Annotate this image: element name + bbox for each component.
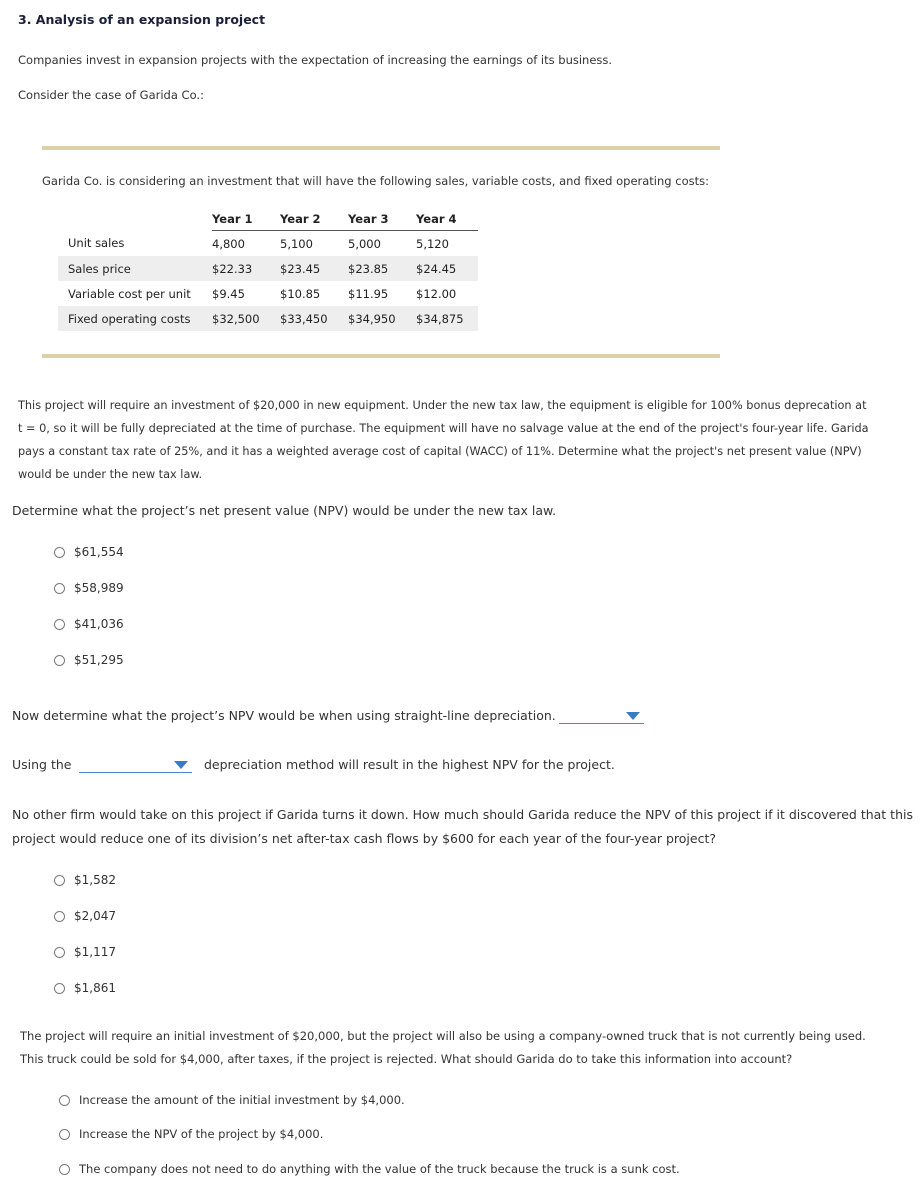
option-label: The company does not need to do anything with the value of the truck because the truck is a sunk cost. xyxy=(79,1162,680,1176)
q5-option[interactable] xyxy=(59,1127,323,1141)
table-header-year4: Year 4 xyxy=(416,208,478,231)
table-header-year2: Year 2 xyxy=(280,208,348,231)
q3-suffix: depreciation method will result in the highest NPV for the project. xyxy=(204,757,615,772)
row-label: Sales price xyxy=(58,256,212,281)
table-header-year3: Year 3 xyxy=(348,208,416,231)
table-cell: $11.95 xyxy=(348,286,389,301)
radio-button[interactable] xyxy=(54,583,65,594)
table-cell: $33,450 xyxy=(280,306,348,331)
option-label: $2,047 xyxy=(74,909,116,923)
table-cell: $23.45 xyxy=(280,256,348,281)
option-label: $1,117 xyxy=(74,945,116,959)
option-label: $58,989 xyxy=(74,581,124,595)
radio-button[interactable] xyxy=(54,875,65,886)
table-cell: $22.33 xyxy=(212,256,280,281)
radio-button[interactable] xyxy=(59,1129,70,1140)
table-cell: $24.45 xyxy=(416,256,478,281)
q5-prompt-line2: This truck could be sold for $4,000, after taxes, if the project is rejected. What should Garida do to take this information into account? xyxy=(20,1052,793,1066)
bottom-divider xyxy=(42,354,720,358)
project-text-line2: t = 0, so it will be fully depreciated at the time of purchase. The equipment will have no salvage value at the end of the project's four-year life. Garida xyxy=(18,422,869,435)
option-label: Increase the amount of the initial investment by $4,000. xyxy=(79,1093,405,1107)
table-cell: $34,950 xyxy=(348,306,416,331)
cost-table xyxy=(58,208,478,331)
q4-option[interactable] xyxy=(54,945,116,959)
q3-prefix: Using the xyxy=(12,757,72,772)
table-row xyxy=(58,281,478,306)
straight-line-npv-dropdown[interactable] xyxy=(559,707,644,724)
q5-option[interactable] xyxy=(59,1162,680,1176)
table-cell: $34,875 xyxy=(416,306,478,331)
row-label: Unit sales xyxy=(68,236,125,251)
option-label: $41,036 xyxy=(74,617,124,631)
q1-option[interactable] xyxy=(54,617,124,631)
table-header-year1: Year 1 xyxy=(212,208,280,231)
row-label: Variable cost per unit xyxy=(68,286,191,301)
page-title: 3. Analysis of an expansion project xyxy=(18,12,266,27)
intro-text: Companies invest in expansion projects with the expectation of increasing the earnings of its business. xyxy=(18,53,613,67)
radio-button[interactable] xyxy=(59,1095,70,1106)
q4-option[interactable] xyxy=(54,981,116,995)
option-label: $51,295 xyxy=(74,653,124,667)
q1-prompt: Determine what the project’s net present value (NPV) would be under the new tax law. xyxy=(12,503,557,518)
table-cell: 5,120 xyxy=(416,236,449,251)
table-row xyxy=(58,306,478,331)
dropdown-arrow-icon xyxy=(626,712,640,720)
project-text-line4: would be under the new tax law. xyxy=(18,468,203,481)
option-label: $1,582 xyxy=(74,873,116,887)
table-cell: 4,800 xyxy=(212,236,245,251)
table-cell: 5,000 xyxy=(348,236,381,251)
top-divider xyxy=(42,146,720,150)
option-label: $1,861 xyxy=(74,981,116,995)
table-cell: $9.45 xyxy=(212,286,245,301)
table-header-row xyxy=(58,208,478,231)
project-text-line3: pays a constant tax rate of 25%, and it has a weighted average cost of capital (WACC) of 11%. Determine what the project's net present value (NPV) xyxy=(18,445,862,458)
q1-option[interactable] xyxy=(54,545,124,559)
radio-button[interactable] xyxy=(54,911,65,922)
q5-prompt-line1: The project will require an initial investment of $20,000, but the project will also be using a company-owned truck that is not currently being used. xyxy=(20,1029,866,1043)
depreciation-method-dropdown[interactable] xyxy=(79,756,192,773)
q1-option[interactable] xyxy=(54,653,124,667)
radio-button[interactable] xyxy=(54,619,65,630)
table-intro-text: Garida Co. is considering an investment that will have the following sales, variable costs, and fixed operating costs: xyxy=(42,174,709,188)
table-cell: $23.85 xyxy=(348,256,416,281)
table-header-blank xyxy=(58,208,212,231)
row-label: Fixed operating costs xyxy=(58,306,212,331)
q4-prompt-line1: No other firm would take on this project if Garida turns it down. How much should Garida reduce the NPV of this project if it discovered that this xyxy=(12,807,913,822)
table-cell: $10.85 xyxy=(280,286,321,301)
table-row xyxy=(58,231,478,257)
consider-text: Consider the case of Garida Co.: xyxy=(18,88,204,102)
radio-button[interactable] xyxy=(54,947,65,958)
table-cell: $12.00 xyxy=(416,286,457,301)
project-text-line1: This project will require an investment of $20,000 in new equipment. Under the new tax law, the equipment is eligible for 100% bonus deprecation at xyxy=(18,399,867,412)
table-cell: $32,500 xyxy=(212,306,280,331)
dropdown-arrow-icon xyxy=(174,761,188,769)
table-row xyxy=(58,256,478,281)
q1-option[interactable] xyxy=(54,581,124,595)
q5-option[interactable] xyxy=(59,1093,405,1107)
q4-option[interactable] xyxy=(54,873,116,887)
radio-button[interactable] xyxy=(54,547,65,558)
table-cell: 5,100 xyxy=(280,236,313,251)
option-label: Increase the NPV of the project by $4,000. xyxy=(79,1127,324,1141)
q4-option[interactable] xyxy=(54,909,116,923)
radio-button[interactable] xyxy=(54,983,65,994)
q2-prompt: Now determine what the project’s NPV would be when using straight-line depreciation. xyxy=(12,708,556,723)
radio-button[interactable] xyxy=(54,655,65,666)
option-label: $61,554 xyxy=(74,545,124,559)
q4-prompt-line2: project would reduce one of its division’s net after-tax cash flows by $600 for each year of the four-year project? xyxy=(12,831,716,846)
radio-button[interactable] xyxy=(59,1164,70,1175)
